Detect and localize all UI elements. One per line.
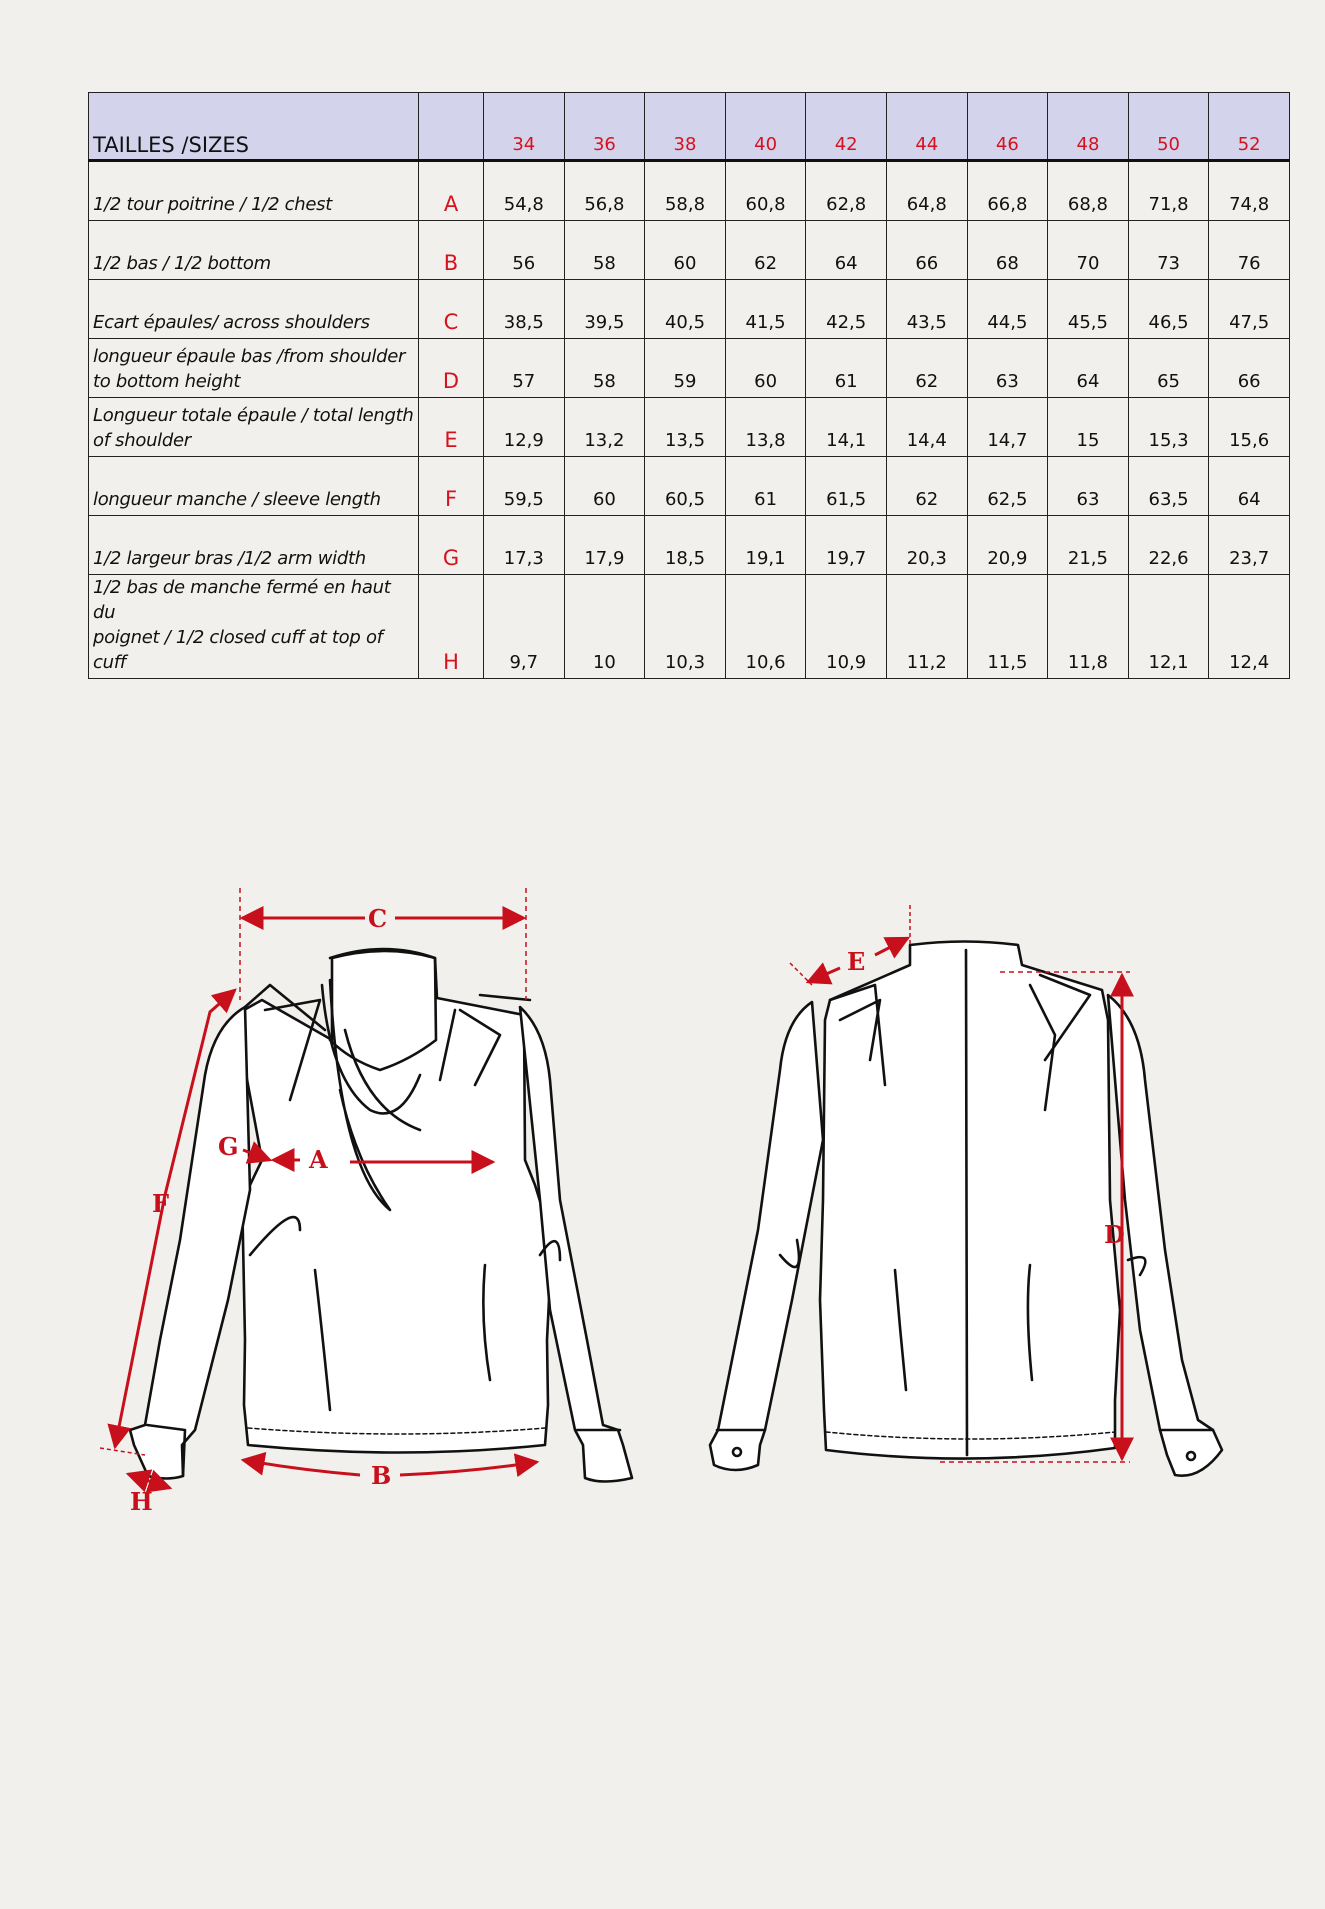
measurement-value-size-36: 58 bbox=[564, 339, 645, 398]
measurement-value-size-46: 20,9 bbox=[967, 516, 1048, 575]
measurement-letter: F bbox=[419, 457, 484, 516]
measurement-value-size-42: 62,8 bbox=[806, 161, 887, 221]
measurement-value-size-34: 9,7 bbox=[484, 575, 565, 679]
measurement-label-line2: to bottom height bbox=[93, 371, 241, 392]
measurement-value-size-38: 18,5 bbox=[645, 516, 726, 575]
measurement-letter: C bbox=[419, 280, 484, 339]
measurement-value-size-40: 60 bbox=[725, 339, 806, 398]
measurement-value-size-48: 15 bbox=[1048, 398, 1129, 457]
measurement-value-size-42: 42,5 bbox=[806, 280, 887, 339]
measurement-value-size-48: 63 bbox=[1048, 457, 1129, 516]
measurement-label-line2: poignet / 1/2 closed cuff at top of cuff bbox=[93, 627, 383, 673]
measurement-value-size-40: 60,8 bbox=[725, 161, 806, 221]
back-body-outline bbox=[820, 942, 1120, 1459]
measurement-value-size-40: 61 bbox=[725, 457, 806, 516]
size-38-header: 38 bbox=[645, 93, 726, 161]
measurement-value-size-42: 19,7 bbox=[806, 516, 887, 575]
measurement-value-size-38: 40,5 bbox=[645, 280, 726, 339]
size-36-header: 36 bbox=[564, 93, 645, 161]
measurement-value-size-52: 15,6 bbox=[1209, 398, 1290, 457]
measurement-value-size-38: 13,5 bbox=[645, 398, 726, 457]
measurement-value-size-36: 60 bbox=[564, 457, 645, 516]
label-h: H bbox=[130, 1487, 153, 1516]
measurement-value-size-40: 10,6 bbox=[725, 575, 806, 679]
measurement-label-line1: Ecart épaules/ across shoulders bbox=[93, 312, 370, 333]
back-right-sleeve bbox=[1108, 995, 1222, 1476]
measurement-letter: B bbox=[419, 221, 484, 280]
measurement-value-size-52: 74,8 bbox=[1209, 161, 1290, 221]
measurement-value-size-44: 14,4 bbox=[886, 398, 967, 457]
measurement-value-size-50: 73 bbox=[1128, 221, 1209, 280]
measurement-value-size-52: 64 bbox=[1209, 457, 1290, 516]
measurement-label-line1: 1/2 bas de manche fermé en haut du bbox=[93, 577, 391, 623]
b-arrow-right bbox=[400, 1462, 537, 1475]
measurement-value-size-34: 56 bbox=[484, 221, 565, 280]
front-left-sleeve bbox=[130, 1007, 250, 1479]
measurement-value-size-52: 66 bbox=[1209, 339, 1290, 398]
measurement-value-size-46: 63 bbox=[967, 339, 1048, 398]
measurement-value-size-46: 66,8 bbox=[967, 161, 1048, 221]
measurement-value-size-46: 62,5 bbox=[967, 457, 1048, 516]
measurement-label-line1: 1/2 bas / 1/2 bottom bbox=[93, 253, 271, 274]
measurement-value-size-48: 68,8 bbox=[1048, 161, 1129, 221]
measurement-value-size-40: 19,1 bbox=[725, 516, 806, 575]
measurement-letter: G bbox=[419, 516, 484, 575]
measurement-letter: D bbox=[419, 339, 484, 398]
measurement-value-size-48: 64 bbox=[1048, 339, 1129, 398]
measurement-value-size-50: 12,1 bbox=[1128, 575, 1209, 679]
measurement-label-line1: longueur épaule bas /from shoulder bbox=[93, 346, 406, 367]
measurement-value-size-36: 39,5 bbox=[564, 280, 645, 339]
measurement-value-size-36: 56,8 bbox=[564, 161, 645, 221]
measurement-value-size-52: 12,4 bbox=[1209, 575, 1290, 679]
label-a: A bbox=[309, 1145, 328, 1174]
measurement-value-size-42: 10,9 bbox=[806, 575, 887, 679]
measurement-value-size-50: 63,5 bbox=[1128, 457, 1209, 516]
label-g: G bbox=[218, 1132, 239, 1161]
measurement-value-size-44: 20,3 bbox=[886, 516, 967, 575]
measurement-value-size-42: 64 bbox=[806, 221, 887, 280]
measurement-letter: H bbox=[419, 575, 484, 679]
measurement-value-size-48: 21,5 bbox=[1048, 516, 1129, 575]
measurement-value-size-50: 15,3 bbox=[1128, 398, 1209, 457]
measurement-label-line2: of shoulder bbox=[93, 430, 191, 451]
measurement-value-size-46: 14,7 bbox=[967, 398, 1048, 457]
measurement-value-size-44: 11,2 bbox=[886, 575, 967, 679]
measurement-value-size-36: 13,2 bbox=[564, 398, 645, 457]
measurement-value-size-36: 17,9 bbox=[564, 516, 645, 575]
measurement-value-size-42: 61 bbox=[806, 339, 887, 398]
measurement-value-size-38: 59 bbox=[645, 339, 726, 398]
measurement-value-size-52: 47,5 bbox=[1209, 280, 1290, 339]
label-e: E bbox=[847, 947, 866, 976]
front-body-outline bbox=[235, 951, 552, 1453]
b-arrow-left bbox=[243, 1460, 360, 1475]
measurement-letter: E bbox=[419, 398, 484, 457]
measurement-value-size-36: 58 bbox=[564, 221, 645, 280]
measurement-label-line1: Longueur totale épaule / total length bbox=[93, 405, 414, 426]
measurement-value-size-52: 76 bbox=[1209, 221, 1290, 280]
measurement-value-size-46: 11,5 bbox=[967, 575, 1048, 679]
measurement-value-size-38: 58,8 bbox=[645, 161, 726, 221]
measurement-value-size-48: 70 bbox=[1048, 221, 1129, 280]
measurement-value-size-34: 59,5 bbox=[484, 457, 565, 516]
measurement-value-size-40: 41,5 bbox=[725, 280, 806, 339]
measurement-value-size-50: 65 bbox=[1128, 339, 1209, 398]
back-left-sleeve bbox=[710, 1002, 823, 1470]
label-c: C bbox=[368, 904, 388, 933]
measurement-value-size-36: 10 bbox=[564, 575, 645, 679]
size-48-header: 48 bbox=[1048, 93, 1129, 161]
e-arrow-right bbox=[875, 938, 908, 955]
size-44-header: 44 bbox=[886, 93, 967, 161]
measurement-value-size-44: 64,8 bbox=[886, 161, 967, 221]
size-42-header: 42 bbox=[806, 93, 887, 161]
size-40-header: 40 bbox=[725, 93, 806, 161]
measurement-value-size-42: 61,5 bbox=[806, 457, 887, 516]
measurement-value-size-34: 54,8 bbox=[484, 161, 565, 221]
measurement-value-size-48: 11,8 bbox=[1048, 575, 1129, 679]
measurement-label-line1: 1/2 tour poitrine / 1/2 chest bbox=[93, 194, 332, 215]
measurement-value-size-38: 10,3 bbox=[645, 575, 726, 679]
size-34-header: 34 bbox=[484, 93, 565, 161]
measurement-value-size-42: 14,1 bbox=[806, 398, 887, 457]
measurement-value-size-44: 66 bbox=[886, 221, 967, 280]
measurement-value-size-46: 68 bbox=[967, 221, 1048, 280]
measurement-value-size-34: 17,3 bbox=[484, 516, 565, 575]
measurement-value-size-38: 60 bbox=[645, 221, 726, 280]
measurement-value-size-44: 62 bbox=[886, 457, 967, 516]
e-arrow-left bbox=[808, 968, 840, 982]
label-d: D bbox=[1104, 1220, 1125, 1249]
sizes-header-label: TAILLES /SIZES bbox=[89, 93, 419, 161]
measurement-value-size-40: 13,8 bbox=[725, 398, 806, 457]
measurement-value-size-46: 44,5 bbox=[967, 280, 1048, 339]
measurement-value-size-44: 43,5 bbox=[886, 280, 967, 339]
size-52-header: 52 bbox=[1209, 93, 1290, 161]
measurement-value-size-50: 22,6 bbox=[1128, 516, 1209, 575]
measurement-value-size-50: 46,5 bbox=[1128, 280, 1209, 339]
measurement-value-size-50: 71,8 bbox=[1128, 161, 1209, 221]
measurement-letter: A bbox=[419, 161, 484, 221]
measurement-value-size-44: 62 bbox=[886, 339, 967, 398]
label-f: F bbox=[152, 1189, 170, 1218]
back-view-drawing bbox=[710, 942, 1222, 1476]
measurement-value-size-48: 45,5 bbox=[1048, 280, 1129, 339]
measurement-value-size-34: 12,9 bbox=[484, 398, 565, 457]
label-b: B bbox=[371, 1461, 392, 1490]
measurement-label-line1: 1/2 largeur bras /1/2 arm width bbox=[93, 548, 366, 569]
measurement-value-size-52: 23,7 bbox=[1209, 516, 1290, 575]
back-center-seam bbox=[966, 950, 967, 1455]
size-50-header: 50 bbox=[1128, 93, 1209, 161]
measurement-value-size-34: 38,5 bbox=[484, 280, 565, 339]
size-46-header: 46 bbox=[967, 93, 1048, 161]
measurement-value-size-38: 60,5 bbox=[645, 457, 726, 516]
measurement-value-size-40: 62 bbox=[725, 221, 806, 280]
measurement-label-line1: longueur manche / sleeve length bbox=[93, 489, 381, 510]
measurement-value-size-34: 57 bbox=[484, 339, 565, 398]
